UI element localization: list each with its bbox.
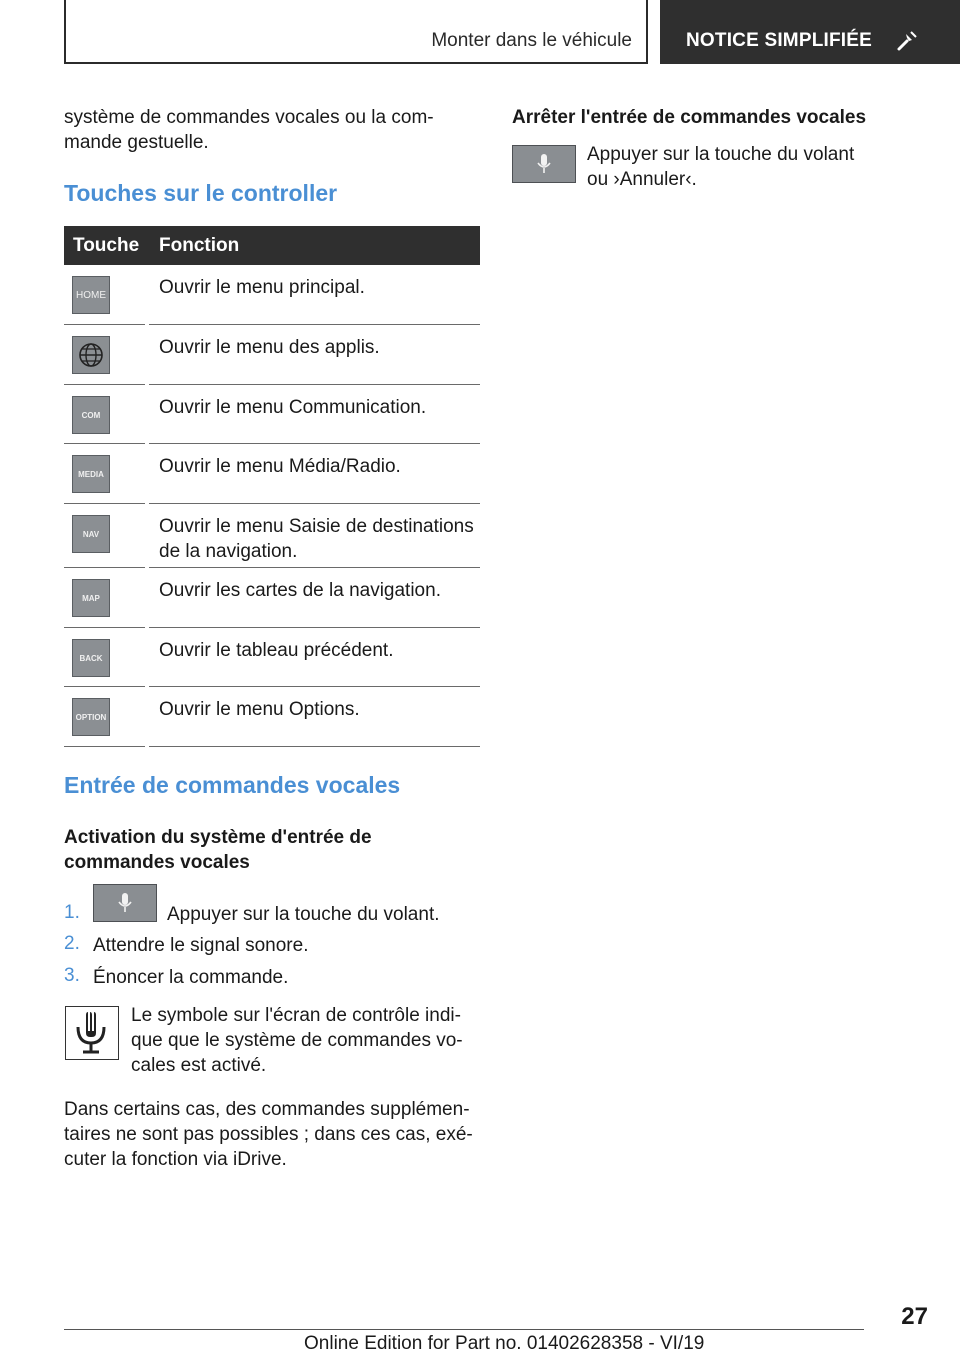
table-row <box>64 687 480 747</box>
step-number: 2. <box>64 933 80 954</box>
step-number: 1. <box>64 902 80 923</box>
globe-icon <box>72 336 110 374</box>
heading-activation: Activation du système d'entrée de commandes vocales <box>64 827 372 873</box>
header-badge <box>660 0 960 64</box>
symbol-note: Le symbole sur l'écran de contrôle indi- que que le système de commandes vo- cales est activé. <box>131 1005 463 1076</box>
table-row <box>64 385 480 444</box>
table-cell-function: Ouvrir le menu des applis. <box>159 337 380 358</box>
mic-screen-icon <box>65 1006 119 1060</box>
table-header-key: Touche <box>73 235 140 256</box>
mic-button-icon <box>512 145 576 183</box>
table-row <box>64 504 480 568</box>
list-item <box>64 933 480 959</box>
heading-arreter: Arrêter l'entrée de commandes vocales <box>512 107 867 128</box>
table-cell-function: Ouvrir le menu Options. <box>159 699 360 720</box>
nav-key-icon: NAV <box>72 515 110 553</box>
table-cell-function: Ouvrir le menu Saisie de destinations de la navigation. <box>159 516 474 562</box>
wrench-flash-icon <box>896 30 918 57</box>
home-key-icon: HOME <box>72 276 110 314</box>
page-number: 27 <box>901 1303 928 1330</box>
media-key-icon: MEDIA <box>72 455 110 493</box>
map-key-icon: MAP <box>72 579 110 617</box>
table-header <box>64 226 480 265</box>
table-header-function: Fonction <box>159 235 240 256</box>
step-number: 3. <box>64 965 80 986</box>
intro-paragraph: système de commandes vocales ou la com- mande gestuelle. <box>64 107 434 153</box>
header-section-title: Monter dans le véhicule <box>431 30 632 51</box>
table-cell-function: Ouvrir le menu principal. <box>159 277 365 298</box>
step-text: Énoncer la commande. <box>93 967 289 988</box>
footer-divider <box>64 1329 864 1330</box>
table-row <box>64 444 480 504</box>
option-key-icon: OPTION <box>72 698 110 736</box>
arreter-text: Appuyer sur la touche du volant ou ›Annuler‹. <box>587 144 855 190</box>
com-key-icon: COM <box>72 396 110 434</box>
heading-entree: Entrée de commandes vocales <box>64 772 401 798</box>
table-row <box>64 628 480 687</box>
step-text: Attendre le signal sonore. <box>93 935 309 956</box>
table-row <box>64 325 480 385</box>
list-item <box>64 884 480 924</box>
header-section-box <box>64 0 648 64</box>
list-item <box>64 965 480 991</box>
table-cell-function: Ouvrir les cartes de la navigation. <box>159 580 441 601</box>
heading-touches: Touches sur le controller <box>64 180 338 206</box>
step-text: Appuyer sur la touche du volant. <box>167 904 440 925</box>
table-row <box>64 568 480 628</box>
mic-button-icon <box>93 884 157 922</box>
back-key-icon: BACK <box>72 639 110 677</box>
closing-paragraph: Dans certains cas, des commandes supplémen- taires ne sont pas possibles ; dans ces cas, exé- cuter la fonction via iDrive. <box>64 1099 473 1170</box>
table-row <box>64 265 480 325</box>
table-cell-function: Ouvrir le menu Communication. <box>159 397 427 418</box>
table-cell-function: Ouvrir le tableau précédent. <box>159 640 394 661</box>
footer-edition: Online Edition for Part no. 01402628358 - VI/19 <box>304 1333 705 1354</box>
table-cell-function: Ouvrir le menu Média/Radio. <box>159 456 401 477</box>
header-badge-label: NOTICE SIMPLIFIÉE <box>686 30 873 51</box>
